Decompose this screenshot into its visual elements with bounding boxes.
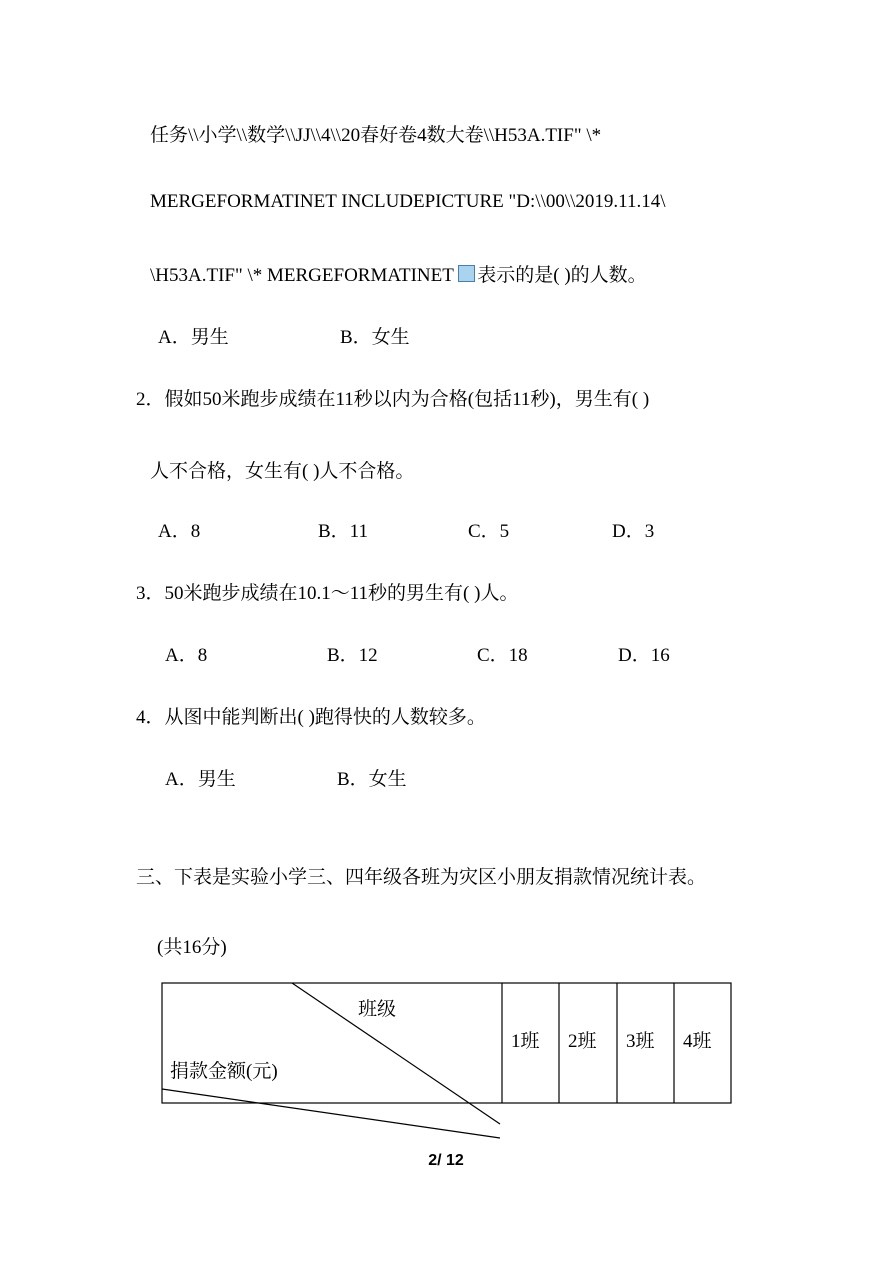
- q4-option-a: A．男生: [165, 769, 236, 790]
- q1-line-2: MERGEFORMATINET INCLUDEPICTURE "D:\\00\\2019.11.14\: [150, 191, 666, 212]
- table-header-amount: 捐款金额(元): [170, 1061, 278, 1082]
- table-column-1: 1班: [511, 1031, 540, 1052]
- q1-line-3: [150, 264, 647, 288]
- q2-option-b: B．11: [318, 521, 368, 542]
- q4-option-b: B．女生: [337, 769, 407, 790]
- table-column-2: 2班: [568, 1031, 597, 1052]
- q3-option-a: A．8: [165, 645, 208, 666]
- q1-option-a: A．男生: [158, 327, 229, 348]
- q3-option-d: D．16: [618, 645, 670, 666]
- section-3-points: (共16分): [157, 937, 227, 958]
- q4-line-1: 4．从图中能判断出( )跑得快的人数较多。: [136, 707, 486, 728]
- q1-option-b: B．女生: [340, 327, 410, 348]
- q1-line-3-text: \H53A.TIF" \* MERGEFORMATINET: [150, 265, 459, 286]
- table-header-class: 班级: [358, 999, 397, 1020]
- q2-option-d: D．3: [612, 521, 655, 542]
- q2-option-c: C．5: [468, 521, 510, 542]
- q3-option-c: C．18: [477, 645, 528, 666]
- q3-line-1: 3．50米跑步成绩在10.1～11秒的男生有( )人。: [136, 583, 519, 604]
- page-number: 2/ 12: [428, 1152, 464, 1169]
- q1-line-3-question: 表示的是( )的人数。: [477, 265, 647, 286]
- q3-option-b: B．12: [327, 645, 378, 666]
- table-column-4: 4班: [683, 1031, 712, 1052]
- section-3-title: 三、下表是实验小学三、四年级各班为灾区小朋友捐款情况统计表。: [136, 867, 707, 888]
- blue-square-legend-icon: [458, 265, 475, 282]
- q2-line-1: 2．假如50米跑步成绩在11秒以内为合格(包括11秒)，男生有( ): [136, 389, 650, 410]
- q2-line-2: 人不合格，女生有( )人不合格。: [150, 461, 415, 482]
- table-column-3: 3班: [626, 1031, 655, 1052]
- q2-option-a: A．8: [158, 521, 201, 542]
- q1-line-1: 任务\\小学\\数学\\JJ\\4\\20春好卷4数大卷\\H53A.TIF" \*: [150, 125, 602, 146]
